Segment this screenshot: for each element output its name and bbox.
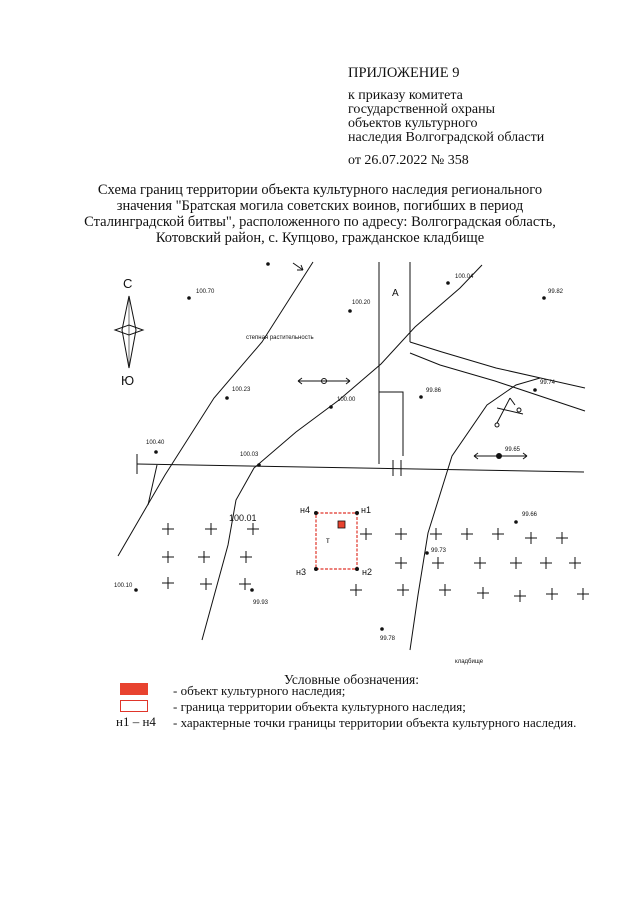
point-label-n3: н3: [296, 567, 306, 577]
elevation-label: 99.66: [522, 512, 538, 518]
elevation-label: 100.10: [114, 583, 133, 589]
elevation-label: 99.74: [540, 380, 556, 386]
road-diagonal: [410, 342, 585, 411]
elevation-label: 100.00: [337, 397, 356, 403]
grave-cross-icon: [162, 551, 174, 563]
heritage-territory: [314, 511, 359, 571]
grave-cross-icon: [474, 557, 486, 569]
grave-cross-icon: [556, 532, 568, 544]
legend-symbol-points: н1 – н4: [116, 714, 156, 729]
order-line-4: наследия Волгоградской области: [348, 130, 545, 145]
appendix-title: ПРИЛОЖЕНИЕ 9: [348, 65, 460, 81]
right-curve: [410, 378, 540, 650]
object-letter: т: [326, 536, 330, 545]
grave-cross-icon: [577, 588, 589, 600]
order-line-1: к приказу комитета: [348, 88, 463, 103]
cemetery-label: кладбище: [455, 659, 484, 665]
elevation-label-large: 100.01: [229, 513, 257, 523]
scheme-title-line-4: Котовский район, с. Купцово, гражданское кладбище: [155, 230, 485, 246]
territory-boundary: [316, 513, 357, 569]
elevation-label: 100.04: [455, 274, 474, 280]
elevation-label: 100.20: [352, 300, 371, 306]
scheme-title-line-1: Схема границ территории объекта культурного наследия регионального: [97, 182, 543, 198]
vegetation-label: степная растительность: [246, 335, 314, 341]
point-label-n4: н4: [300, 505, 310, 515]
grave-cross-icon: [240, 551, 252, 563]
elevation-label: 99.65: [505, 447, 521, 453]
grave-cross-icon: [397, 584, 409, 596]
grave-cross-icon: [439, 584, 451, 596]
elevation-label: 99.82: [548, 289, 564, 295]
order-line-3: объектов культурного: [348, 116, 478, 131]
grave-cross-icon: [492, 528, 504, 540]
legend-swatch-object: [120, 683, 148, 695]
scheme-title-line-3: Сталинградской битвы", расположенного по адресу: Волгоградская область,: [84, 214, 556, 230]
legend-item-object: - объект культурного наследия;: [173, 683, 346, 698]
road-label: А: [392, 288, 399, 299]
elevation-label: 100.40: [146, 440, 165, 446]
grave-cross-icon: [350, 584, 362, 596]
grave-cross-icon: [247, 523, 259, 535]
point-label-n1: н1: [361, 505, 371, 515]
elevation-label: 100.70: [196, 289, 215, 295]
grave-cross-icon: [200, 578, 212, 590]
compass-north-label: С: [123, 276, 133, 291]
grave-cross-icon: [162, 523, 174, 535]
grave-cross-icon: [432, 557, 444, 569]
elevation-label: 99.93: [253, 600, 269, 606]
grave-cross-icon: [239, 578, 251, 590]
point-label-n2: н2: [362, 567, 372, 577]
legend-item-boundary: - граница территории объекта культурного наследия;: [173, 699, 466, 714]
elevation-label: 100.03: [240, 452, 259, 458]
grave-cross-icon: [162, 577, 174, 589]
order-date-number: от 26.07.2022 № 358: [348, 153, 469, 168]
compass-south-label: Ю: [121, 373, 135, 388]
grave-cross-icon: [430, 528, 442, 540]
legend-heading: Условные обозначения:: [284, 672, 420, 687]
elevation-dots: [134, 262, 546, 631]
grave-crosses: [162, 523, 589, 602]
grave-cross-icon: [477, 587, 489, 599]
grave-cross-icon: [360, 528, 372, 540]
grave-cross-icon: [569, 557, 581, 569]
order-line-2: государственной охраны: [348, 102, 496, 117]
baseline: [137, 464, 584, 472]
legend-swatch-boundary: [120, 700, 148, 712]
grave-cross-icon: [510, 557, 522, 569]
elevation-label: 99.78: [380, 636, 396, 642]
elevation-label: 99.86: [426, 388, 442, 394]
legend-item-points: - характерные точки границы территории объекта культурного наследия.: [173, 715, 577, 730]
elevation-label: 99.73: [431, 548, 447, 554]
grave-cross-icon: [546, 588, 558, 600]
grave-cross-icon: [514, 590, 526, 602]
grave-cross-icon: [525, 532, 537, 544]
grave-cross-icon: [395, 557, 407, 569]
grave-cross-icon: [205, 523, 217, 535]
elevation-label: 100.23: [232, 387, 251, 393]
boundary-line-left: [118, 262, 313, 556]
grave-cross-icon: [461, 528, 473, 540]
heritage-object: [338, 521, 345, 528]
compass-icon: [115, 296, 143, 368]
grave-cross-icon: [198, 551, 210, 563]
scheme-title-line-2: значения "Братская могила советских воинов, погибших в период: [116, 198, 524, 214]
grave-cross-icon: [395, 528, 407, 540]
grave-cross-icon: [540, 557, 552, 569]
